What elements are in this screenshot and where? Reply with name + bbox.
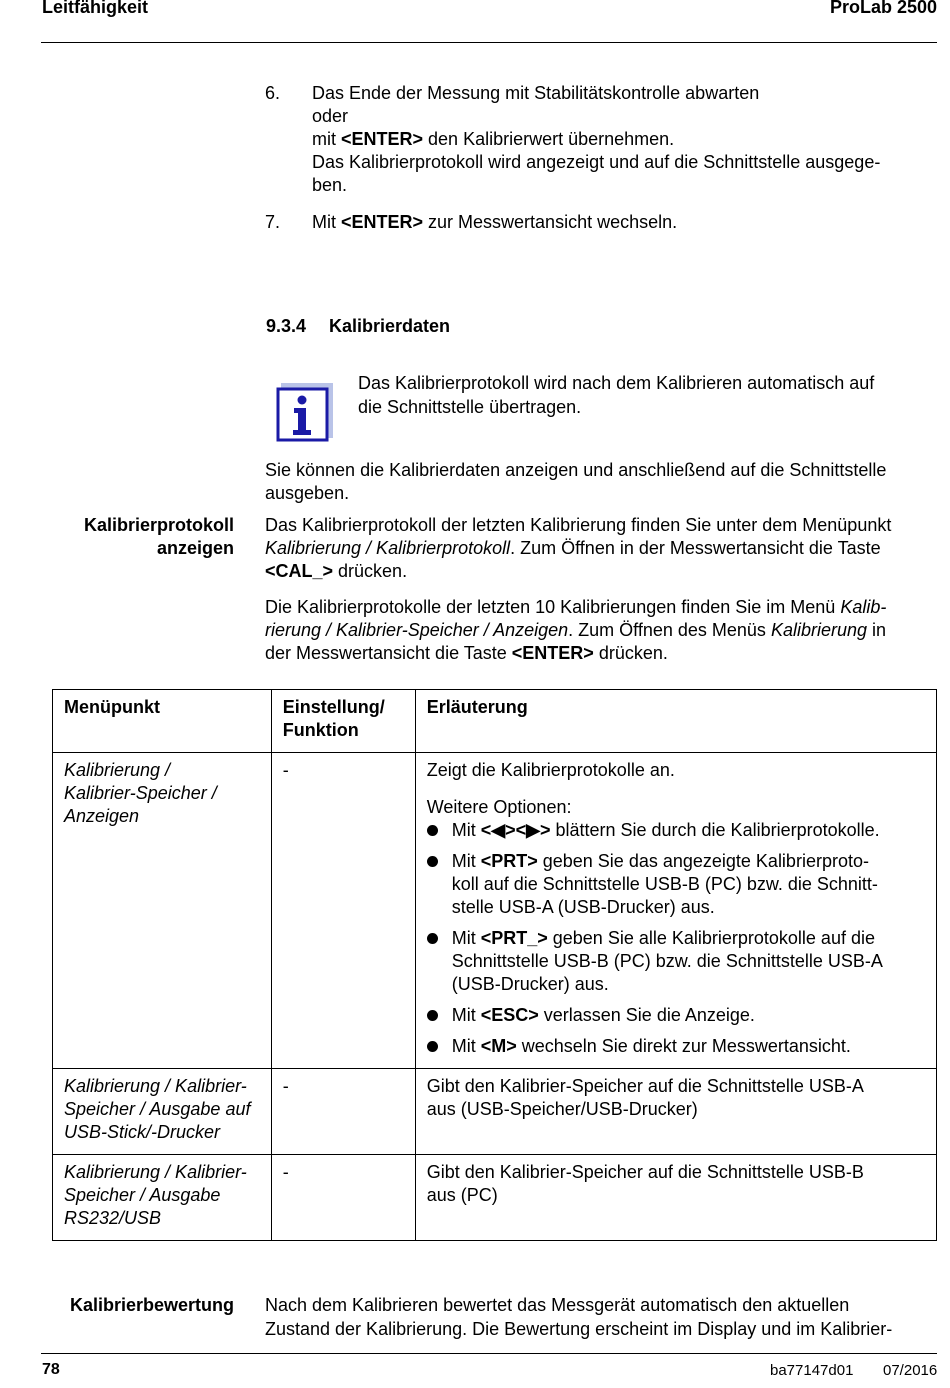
document-date: 07/2016 [883, 1362, 938, 1379]
paragraph-text: Zustand der Kalibrierung. Die Bewertung erscheint im Display und im Kalibrier- [265, 1319, 893, 1339]
page-number: 78 [42, 1361, 60, 1378]
table-cell-setting: - [271, 1069, 415, 1155]
table-row [53, 753, 937, 1069]
paragraph-text: der Messwertansicht die Taste <ENTER> drücken. [265, 643, 668, 663]
table-cell-menu: Kalibrierung / Kalibrier- Speicher / Ausgabe RS232/USB [53, 1155, 272, 1241]
section-title: Kalibrierdaten [329, 316, 451, 336]
intro-text: ausgeben. [265, 483, 350, 503]
list-item: Mit <M> wechseln Sie direkt zur Messwertansicht. [427, 1035, 925, 1058]
list-item: Mit <PRT_> geben Sie alle Kalibrierprotokolle auf die Schnittstelle USB-B (PC) bzw. die Schnittstelle USB-A (USB-Drucker) aus. [427, 927, 925, 996]
table-header-cell: Erläuterung [415, 690, 936, 753]
bullet-icon [427, 933, 438, 944]
table-cell-setting: - [271, 1155, 415, 1241]
section-number: 9.3.4 [266, 316, 307, 336]
bullet-icon [427, 1041, 438, 1052]
bullet-icon [427, 825, 438, 836]
table-cell-description: Zeigt die Kalibrierprotokolle an. Weitere Optionen: Mit <◀><▶> blättern Sie durch die Kalibrierprotokolle. Mit <PRT> geben Sie das angezeigte Kalibrierproto- koll auf die Schnittstelle USB-B (PC) bzw. die Schnitt- stelle USB-A (USB-Drucker) aus. Mit <PRT_> geben Sie alle Kalibrierprotokolle auf die Schnittstelle USB-B (PC) bzw. die Schnittstelle USB-A (USB-Drucker) aus. Mit <ESC> verlassen Sie die Anzeige. Mit <M> wechseln Sie direkt zur Messwertansicht. [415, 753, 936, 1069]
bullet-icon [427, 856, 438, 867]
step-text: Das Ende der Messung mit Stabilitätskontrolle abwarten [312, 83, 760, 103]
header-product-name: ProLab 2500 [829, 0, 937, 17]
table-cell-description: Gibt den Kalibrier-Speicher auf die Schnittstelle USB-A aus (USB-Speicher/USB-Drucker) [415, 1069, 936, 1155]
table-cell-menu: Kalibrierung / Kalibrier- Speicher / Ausgabe auf USB-Stick/-Drucker [53, 1069, 272, 1155]
sidebar-label-protokoll: Kalibrierprotokoll [83, 515, 234, 535]
sidebar-label-bewertung: Kalibrierbewertung [69, 1295, 234, 1315]
header-rule [41, 42, 937, 43]
bullet-icon [427, 1010, 438, 1021]
key-enter: <ENTER> [511, 643, 594, 663]
step-text: ben. [312, 175, 348, 195]
header-section-title: Leitfähigkeit [42, 0, 149, 17]
menu-table [52, 689, 937, 1241]
sidebar-label-protokoll: anzeigen [156, 538, 234, 558]
table-cell-setting: - [271, 753, 415, 1069]
key-prt: <PRT> [480, 851, 538, 871]
info-note-text: Das Kalibrierprotokoll wird nach dem Kalibrieren automatisch auf [358, 373, 875, 393]
table-header-cell: Einstellung/ Funktion [271, 690, 415, 753]
info-note-text: die Schnittstelle übertragen. [358, 397, 582, 417]
list-item: Mit <PRT> geben Sie das angezeigte Kalibrierproto- koll auf die Schnittstelle USB-B (PC) bzw. die Schnitt- stelle USB-A (USB-Drucker) aus. [427, 850, 925, 919]
table-row [53, 1069, 937, 1155]
step-text: oder [312, 106, 349, 126]
key-arrows: <◀><▶> [480, 820, 551, 840]
key-esc: <ESC> [480, 1005, 539, 1025]
paragraph-text: Das Kalibrierprotokoll der letzten Kalibrierung finden Sie unter dem Menüpunkt [265, 515, 892, 535]
key-cal: <CAL_> [265, 561, 334, 581]
list-item: Mit <ESC> verlassen Sie die Anzeige. [427, 1004, 925, 1027]
paragraph-text: rierung / Kalibrier-Speicher / Anzeigen. Zum Öffnen des Menüs Kalibrierung in [265, 620, 887, 640]
table-header-cell: Menüpunkt [53, 690, 272, 753]
info-icon [276, 383, 333, 443]
table-cell-menu: Kalibrierung / Kalibrier-Speicher / Anzeigen [53, 753, 272, 1069]
step-number: 6. [265, 83, 281, 103]
list-item: Mit <◀><▶> blättern Sie durch die Kalibrierprotokolle. [427, 819, 925, 842]
paragraph-text: Nach dem Kalibrieren bewertet das Messgerät automatisch den aktuellen [265, 1295, 850, 1315]
paragraph-text: Kalibrierung / Kalibrierprotokoll. Zum Öffnen in der Messwertansicht die Taste [265, 538, 881, 558]
step-text: Mit <ENTER> zur Messwertansicht wechseln. [312, 212, 678, 232]
table-cell-description: Gibt den Kalibrier-Speicher auf die Schnittstelle USB-B aus (PC) [415, 1155, 936, 1241]
step-number: 7. [265, 212, 281, 232]
key-enter: <ENTER> [341, 212, 424, 232]
key-enter: <ENTER> [341, 129, 424, 149]
footer-rule [41, 1353, 937, 1354]
key-m: <M> [480, 1036, 517, 1056]
table-header-row [53, 690, 937, 753]
paragraph-text: <CAL_> drücken. [265, 561, 408, 581]
step-text: mit <ENTER> den Kalibrierwert übernehmen. [312, 129, 675, 149]
step-text: Das Kalibrierprotokoll wird angezeigt und auf die Schnittstelle ausgege- [312, 152, 881, 172]
document-id: ba77147d01 [770, 1362, 854, 1379]
paragraph-text: Die Kalibrierprotokolle der letzten 10 Kalibrierungen finden Sie im Menü Kalib- [265, 597, 887, 617]
table-row [53, 1155, 937, 1241]
intro-text: Sie können die Kalibrierdaten anzeigen und anschließend auf die Schnittstelle [265, 460, 887, 480]
key-prt-all: <PRT_> [480, 928, 548, 948]
